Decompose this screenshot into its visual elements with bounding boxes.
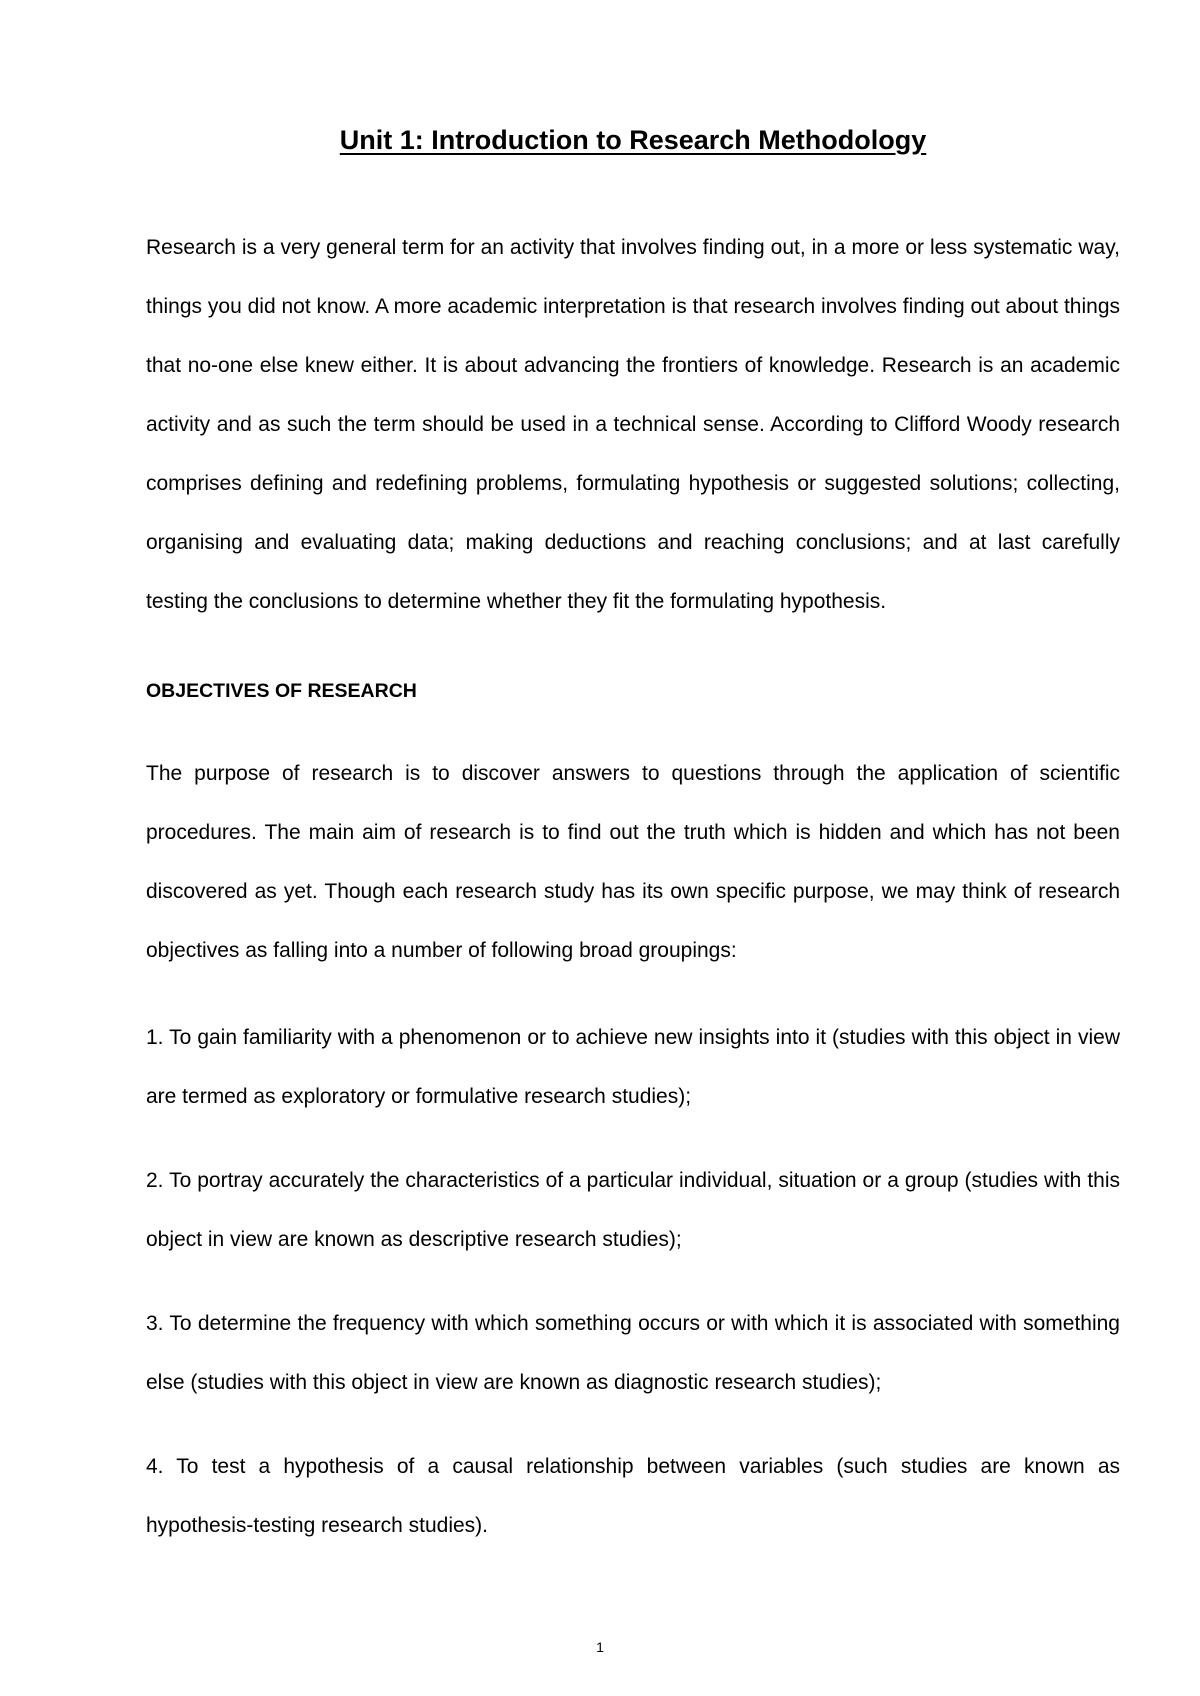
objective-item-4: 4. To test a hypothesis of a causal relationship between variables (such studies are known as hypothesis-testing research studies). (146, 1455, 1120, 1537)
objectives-paragraph: The purpose of research is to discover answers to questions through the application of scientific procedures. The main aim of research is to find out the truth which is hidden and which has not been discovered as yet. Though each research study has its own specific purpose, we may think of research objectives as falling into a number of following broad groupings: (146, 762, 1120, 962)
objective-item-3: 3. To determine the frequency with which something occurs or with which it is associated with something else (studies with this object in view are known as diagnostic research studies); (146, 1312, 1120, 1394)
objectives-heading: OBJECTIVES OF RESEARCH (146, 680, 417, 702)
page-content (146, 120, 1120, 1555)
page-number: 1 (596, 1639, 604, 1655)
objective-item-1: 1. To gain familiarity with a phenomenon or to achieve new insights into it (studies with this object in view are termed as exploratory or formulative research studies); (146, 1026, 1120, 1108)
page-title: Unit 1: Introduction to Research Methodology (339, 125, 927, 155)
objective-item-2: 2. To portray accurately the characteristics of a particular individual, situation or a group (studies with this object in view are known as descriptive research studies); (146, 1169, 1120, 1251)
intro-paragraph: Research is a very general term for an activity that involves finding out, in a more or less systematic way, things you did not know. A more academic interpretation is that research involves finding out about things that no-one else knew either. It is about advancing the frontiers of knowledge. Research is an academic activity and as such the term should be used in a technical sense. According to Clifford Woody research comprises defining and redefining problems, formulating hypothesis or suggested solutions; collecting, organising and evaluating data; making deductions and reaching conclusions; and at last carefully testing the conclusions to determine whether they fit the formulating hypothesis. (146, 236, 1120, 613)
